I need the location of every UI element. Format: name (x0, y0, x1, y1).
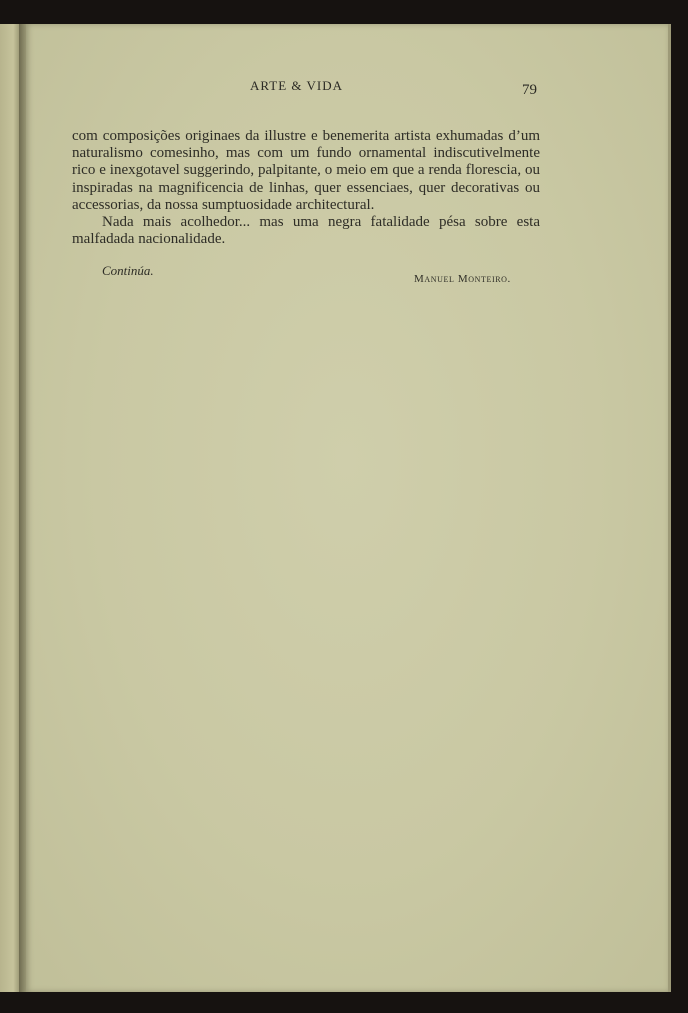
page-number: 79 (522, 82, 537, 98)
running-title: ARTE & VIDA (250, 78, 344, 93)
paragraph: Nada mais acolhedor... mas uma negra fatalidade pésa sobre esta malfadada nacionalidade. (72, 214, 540, 248)
paragraph: com composições originaes da illustre e benemerita artista exhumadas d’um naturalismo comesinho, mas com um fundo ornamental indiscutivelmente rico e inexgotavel suggerindo, palpitante, o meio em que a renda florescia, ou inspiradas na magnificencia de linhas, quer essenciaes, quer decorativas ou accessorias, da nossa sumptuosidade architectural. (72, 128, 540, 213)
author-signature: Manuel Monteiro. (414, 273, 511, 285)
body-text (72, 128, 540, 248)
continued-note: Continúa. (102, 263, 154, 278)
right-page-edge (668, 24, 671, 992)
